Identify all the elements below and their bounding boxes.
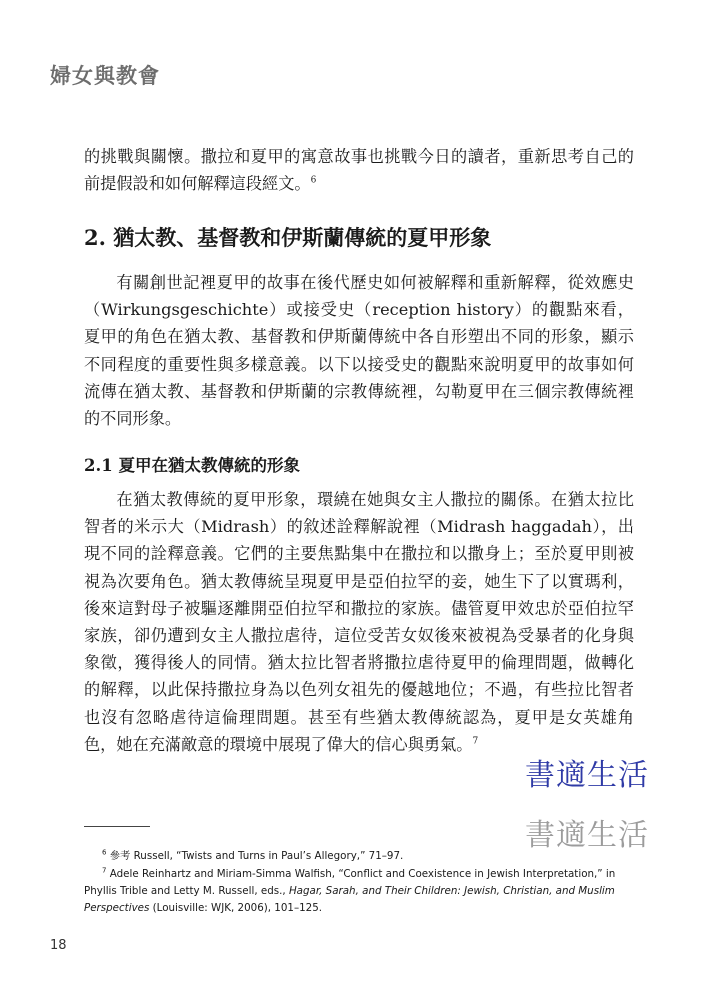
footnote-number: 6: [102, 848, 107, 857]
paragraph-jewish-tradition: [84, 486, 634, 758]
watermark-gray: 書適生活: [525, 818, 649, 853]
footnote-text: Adele Reinhartz and Miriam-Simma Walfish, “Conflict and Coexistence in Jewish Interpretation,” in Phyllis Trible and Letty M. Russell, eds.,: [84, 868, 616, 897]
footnote-ref-7[interactable]: 7: [472, 736, 479, 747]
footnote-text: 參考 Russell, “Twists and Turns in Paul’s Allegory,” 71–97.: [109, 850, 404, 862]
paragraph-text: 的挑戰與關懷。撒拉和夏甲的寓意故事也挑戰今日的讀者，重新思考自己的前提假設和如何解釋這段經文。: [84, 147, 634, 194]
paragraph-continuation: [84, 143, 634, 197]
footnote-text-end: (Louisville: WJK, 2006), 101–125.: [149, 902, 323, 914]
paragraph-reception-history: [84, 269, 634, 432]
paragraph-text: 在猶太教傳統的夏甲形象，環繞在她與女主人撒拉的關係。在猶太拉比智者的米示大（Midrash）的敘述詮釋解說裡（Midrash haggadah），出現不同的詮釋意義。它們的主要焦點集中在撒拉和以撒身上；至於夏甲則被視為次要角色。猶太教傳統呈現夏甲是亞伯拉罕的妾，她生下了以實瑪利，後來這對母子被驅逐離開亞伯拉罕和撒拉的家族。儘管夏甲效忠於亞伯拉罕家族，卻仍遭到女主人撒拉虐待，這位受苦女奴後來被視為受暴者的化身與象徵，獲得後人的同情。猶太拉比智者將撒拉虐待夏甲的倫理問題，做轉化的解釋，以此保持撒拉身為以色列女祖先的優越地位；不過，有些拉比智者也沒有忽略虐待這倫理問題。甚至有些猶太教傳統認為，夏甲是女英雄角色，她在充滿敵意的環境中展現了偉大的信心與勇氣。: [84, 490, 634, 754]
footnote-divider: [84, 826, 150, 827]
paragraph-text: 有關創世記裡夏甲的故事在後代歷史如何被解釋和重新解釋，從效應史（Wirkungsgeschichte）或接受史（reception history）的觀點來看，夏甲的角色在猶太教、基督教和伊斯蘭傳統中各自形塑出不同的形象，顯示不同程度的重要性與多樣意義。以下以接受史的觀點來說明夏甲的故事如何流傳在猶太教、基督教和伊斯蘭的宗教傳統裡，勾勒夏甲在三個宗教傳統裡的不同形象。: [84, 273, 634, 429]
footnote-book-title: Hagar, Sarah, and Their Children: Jewish, Christian, and Muslim Perspectives: [84, 885, 615, 914]
footnote-7: [84, 866, 634, 917]
section-heading: 2. 猶太教、基督教和伊斯蘭傳統的夏甲形象: [84, 225, 492, 250]
footnote-number: 7: [102, 866, 107, 875]
watermark-blue: 書適生活: [525, 758, 649, 793]
footnote-ref-6[interactable]: 6: [310, 175, 317, 186]
page-number: 18: [50, 938, 67, 953]
running-header: 婦女與教會: [50, 64, 160, 88]
footnote-6: [84, 848, 634, 865]
subsection-heading: 2.1 夏甲在猶太教傳統的形象: [84, 456, 300, 475]
